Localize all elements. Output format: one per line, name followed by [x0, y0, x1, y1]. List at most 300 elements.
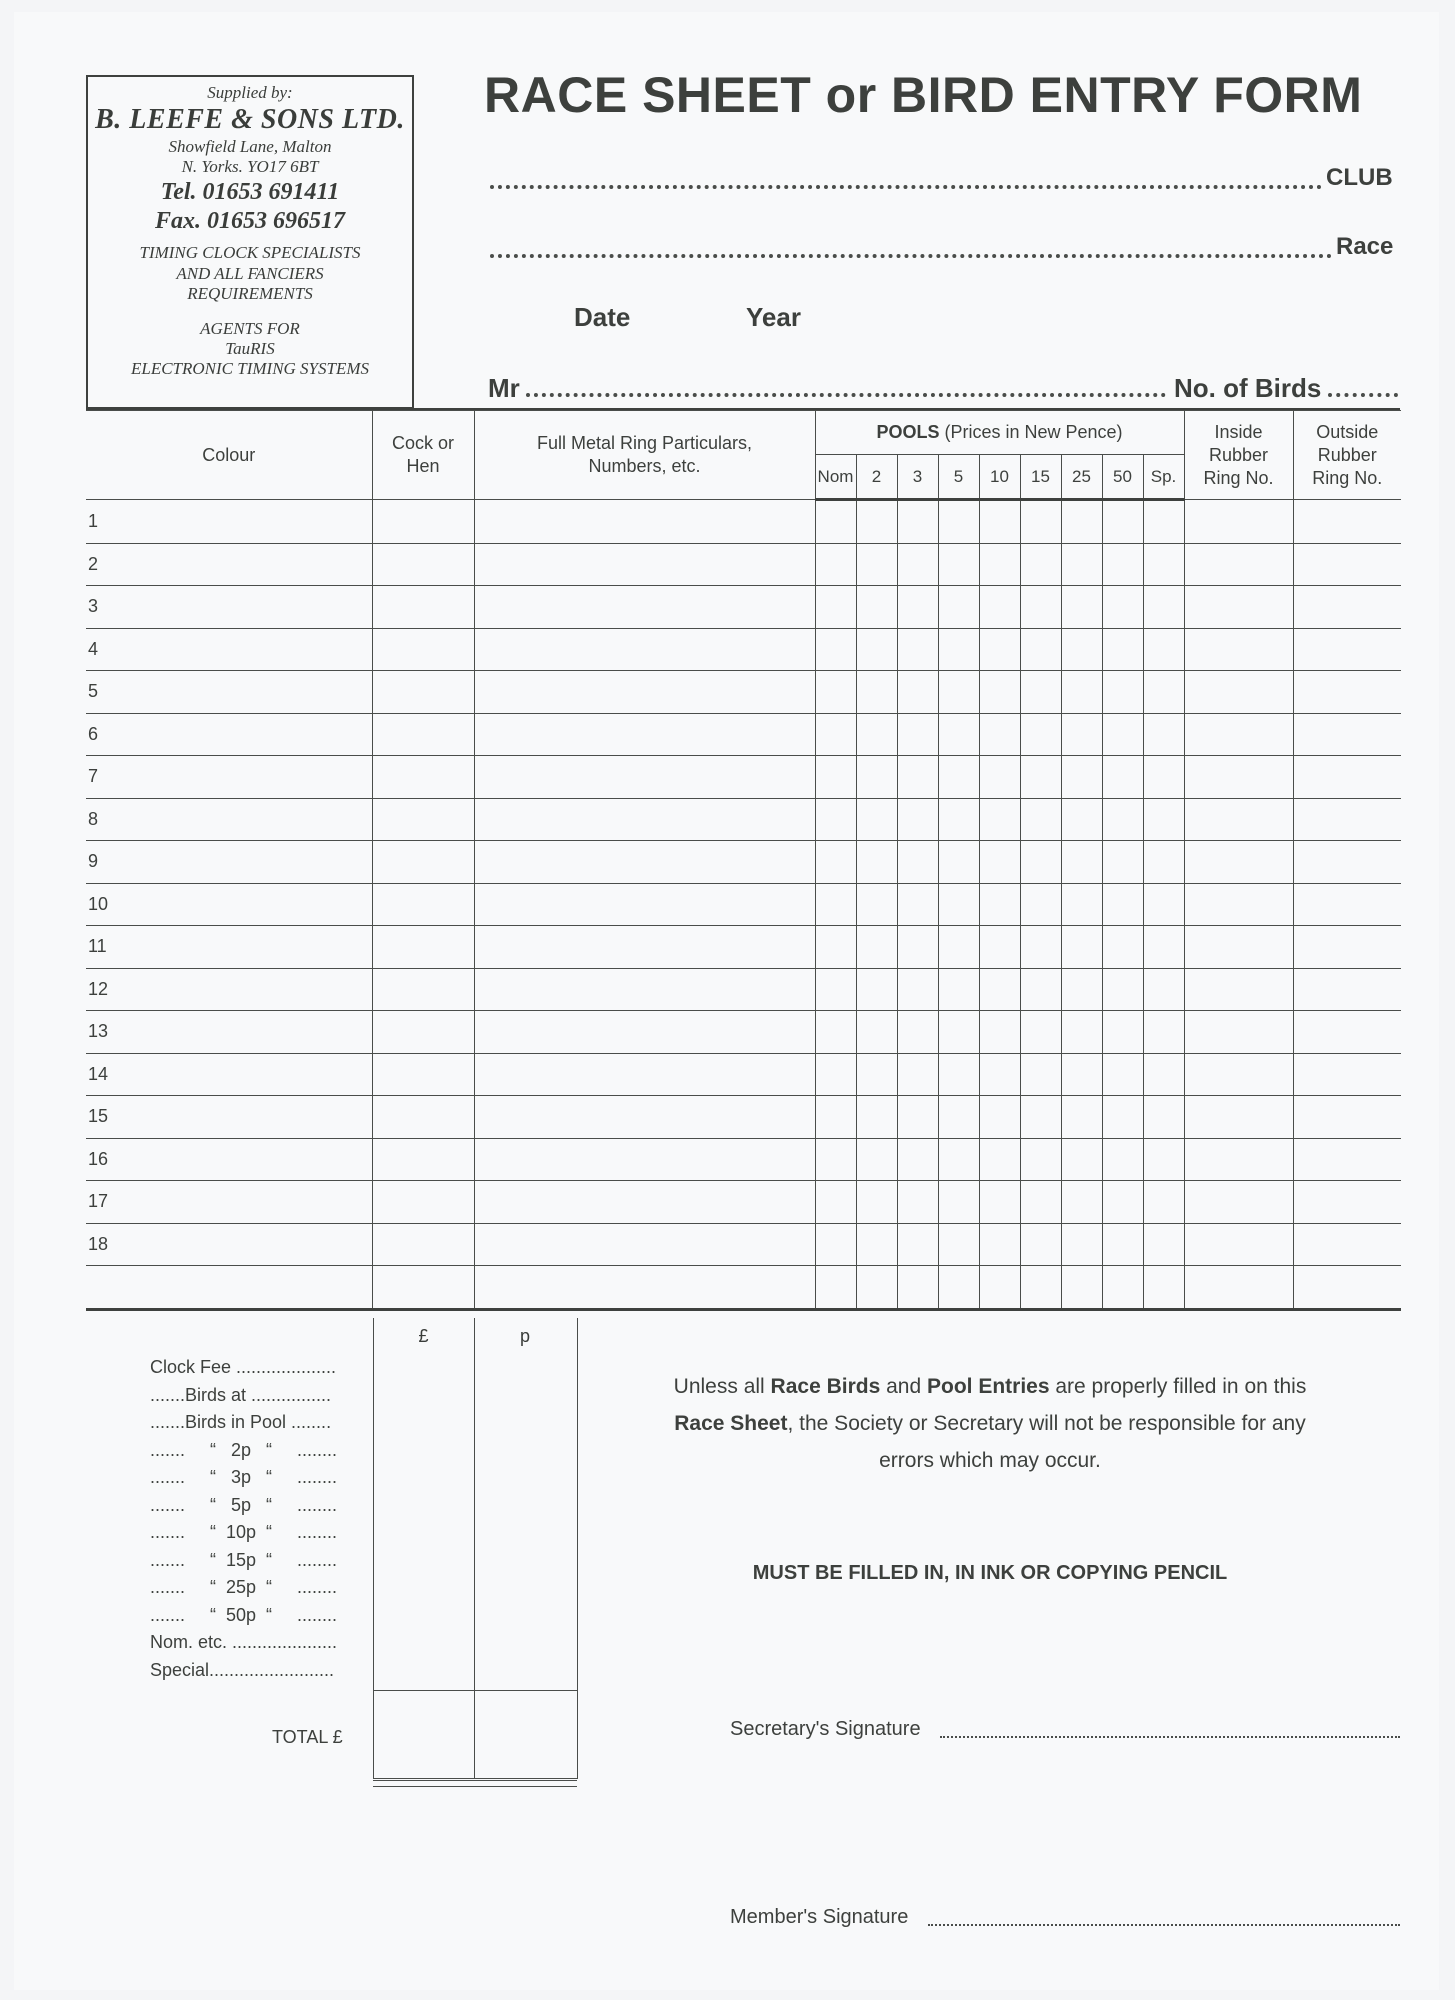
entry-cell[interactable] — [938, 1138, 979, 1181]
entry-cell[interactable] — [1293, 926, 1401, 969]
entry-cell[interactable] — [1293, 968, 1401, 1011]
entry-cell[interactable] — [1184, 671, 1293, 714]
entry-cell[interactable] — [856, 1138, 897, 1181]
entry-cell[interactable] — [1102, 1223, 1143, 1266]
entry-cell[interactable] — [1143, 798, 1184, 841]
supplied-by: Supplied by: — [207, 83, 293, 102]
entry-cell[interactable] — [372, 500, 474, 544]
entry-cell[interactable] — [897, 926, 938, 969]
entry-cell[interactable] — [372, 1223, 474, 1266]
entry-cell[interactable] — [474, 586, 815, 629]
entry-cell[interactable] — [372, 1138, 474, 1181]
colour-cell[interactable]: 5 — [86, 671, 372, 714]
entry-cell[interactable] — [815, 671, 856, 714]
entry-cell[interactable] — [1020, 798, 1061, 841]
entry-cell[interactable] — [372, 671, 474, 714]
entry-cell[interactable] — [1102, 756, 1143, 799]
entry-cell[interactable] — [372, 926, 474, 969]
entry-cell[interactable] — [938, 586, 979, 629]
entry-cell[interactable] — [815, 1096, 856, 1139]
race-field[interactable] — [490, 254, 1332, 258]
entry-cell[interactable] — [1102, 1053, 1143, 1096]
entry-cell[interactable] — [897, 628, 938, 671]
entry-cell[interactable] — [856, 1266, 897, 1310]
entry-cell[interactable] — [856, 586, 897, 629]
entry-cell[interactable] — [897, 1096, 938, 1139]
member-signature-field[interactable] — [928, 1924, 1400, 1926]
entry-cell[interactable] — [1293, 1011, 1401, 1054]
entry-cell[interactable] — [1020, 671, 1061, 714]
entry-cell[interactable] — [1293, 713, 1401, 756]
entry-cell[interactable] — [897, 1138, 938, 1181]
entry-cell[interactable] — [897, 756, 938, 799]
entry-cell[interactable] — [1061, 1096, 1102, 1139]
table-row — [86, 798, 1401, 841]
entry-cell[interactable] — [938, 841, 979, 884]
entry-cell[interactable] — [1061, 841, 1102, 884]
entry-cell[interactable] — [815, 628, 856, 671]
entry-cell[interactable] — [1061, 500, 1102, 544]
entry-cell[interactable] — [1143, 1181, 1184, 1224]
entry-cell[interactable] — [1102, 586, 1143, 629]
entry-cell[interactable] — [372, 1011, 474, 1054]
entry-cell[interactable] — [1143, 671, 1184, 714]
entry-cell[interactable] — [979, 586, 1020, 629]
colour-cell[interactable]: 10 — [86, 883, 372, 926]
supplier-box — [86, 75, 414, 409]
entry-cell[interactable] — [1293, 883, 1401, 926]
entry-cell[interactable] — [1020, 1053, 1061, 1096]
entry-cell[interactable] — [1061, 713, 1102, 756]
colour-cell[interactable]: 8 — [86, 798, 372, 841]
entry-cell[interactable] — [979, 1138, 1020, 1181]
entry-cell[interactable] — [856, 628, 897, 671]
entry-cell[interactable] — [372, 586, 474, 629]
entry-cell[interactable] — [938, 798, 979, 841]
entry-cell[interactable] — [897, 1266, 938, 1310]
entry-cell[interactable] — [938, 1096, 979, 1139]
entry-cell[interactable] — [1102, 883, 1143, 926]
entry-cell[interactable] — [815, 1053, 856, 1096]
notice-bold-3: Race Sheet — [674, 1412, 788, 1435]
supplier-spec-3: REQUIREMENTS — [187, 284, 313, 304]
entry-cell[interactable] — [474, 1096, 815, 1139]
entry-cell[interactable] — [1020, 713, 1061, 756]
no-of-birds-label: No. of Birds — [1174, 373, 1322, 403]
entry-cell[interactable] — [1102, 798, 1143, 841]
entry-cell[interactable] — [979, 500, 1020, 544]
entry-cell[interactable] — [856, 1053, 897, 1096]
entry-cell[interactable] — [1184, 756, 1293, 799]
entry-cell[interactable] — [372, 628, 474, 671]
entry-cell[interactable] — [372, 713, 474, 756]
entry-cell[interactable] — [1020, 1096, 1061, 1139]
entry-cell[interactable] — [474, 968, 815, 1011]
entry-cell[interactable] — [979, 671, 1020, 714]
colour-cell[interactable]: 15 — [86, 1096, 372, 1139]
entry-cell[interactable] — [1061, 798, 1102, 841]
no-of-birds-field[interactable] — [1328, 393, 1398, 397]
colour-cell[interactable]: 12 — [86, 968, 372, 1011]
notice-part-4: , the Society or Secretary will not be responsible for any errors which may occur. — [787, 1412, 1306, 1472]
total-pound-field[interactable] — [373, 1722, 474, 1778]
entry-cell[interactable] — [474, 1053, 815, 1096]
entry-cell[interactable] — [1184, 968, 1293, 1011]
entry-cell[interactable] — [1061, 1266, 1102, 1310]
entry-cell[interactable] — [474, 543, 815, 586]
entry-cell[interactable] — [474, 628, 815, 671]
entry-cell[interactable] — [474, 1181, 815, 1224]
entry-cell[interactable] — [979, 628, 1020, 671]
entry-cell[interactable] — [856, 1096, 897, 1139]
entry-cell[interactable] — [474, 713, 815, 756]
entry-cell[interactable] — [897, 543, 938, 586]
entry-cell[interactable] — [1020, 1223, 1061, 1266]
entry-cell[interactable] — [1184, 841, 1293, 884]
entry-cell[interactable] — [1143, 968, 1184, 1011]
pool-col-header: 15 — [1020, 455, 1061, 500]
entry-cell[interactable] — [815, 1138, 856, 1181]
entry-cell[interactable] — [474, 500, 815, 544]
secretary-signature-field[interactable] — [940, 1736, 1400, 1738]
entry-cell[interactable] — [938, 1266, 979, 1310]
inside-header-line-2: Rubber — [1208, 444, 1269, 465]
entry-cell[interactable] — [979, 841, 1020, 884]
entry-cell[interactable] — [1293, 1138, 1401, 1181]
entry-cell[interactable] — [1143, 1266, 1184, 1310]
entry-cell[interactable] — [1293, 628, 1401, 671]
entry-cell[interactable] — [1102, 713, 1143, 756]
fee-line: .......Birds in Pool ........ — [150, 1412, 332, 1432]
entry-cell[interactable] — [1143, 1138, 1184, 1181]
colour-cell[interactable]: 1 — [86, 500, 372, 544]
entry-cell[interactable] — [815, 756, 856, 799]
entry-cell[interactable] — [1184, 1053, 1293, 1096]
entry-cell[interactable] — [815, 586, 856, 629]
entry-cell[interactable] — [979, 1053, 1020, 1096]
pence-column[interactable] — [474, 1318, 578, 1779]
entry-cell[interactable] — [1020, 543, 1061, 586]
entry-cell[interactable] — [1020, 500, 1061, 544]
entry-cell[interactable] — [1143, 713, 1184, 756]
entry-cell[interactable] — [856, 671, 897, 714]
entry-cell[interactable] — [938, 543, 979, 586]
entry-cell[interactable] — [815, 841, 856, 884]
table-row — [86, 543, 1401, 586]
pool-col-header: Sp. — [1143, 455, 1184, 500]
entry-cell[interactable] — [1184, 926, 1293, 969]
entry-cell[interactable] — [1184, 1096, 1293, 1139]
entry-cell[interactable] — [1293, 1053, 1401, 1096]
entry-cell[interactable] — [856, 1181, 897, 1224]
colour-cell[interactable]: 13 — [86, 1011, 372, 1054]
entry-cell[interactable] — [1061, 1138, 1102, 1181]
entry-cell[interactable] — [856, 756, 897, 799]
entry-cell[interactable] — [1020, 628, 1061, 671]
entry-cell[interactable] — [1184, 1266, 1293, 1310]
entry-cell[interactable] — [815, 1266, 856, 1310]
entry-cell[interactable] — [1061, 1053, 1102, 1096]
outside-ring-header — [1293, 411, 1401, 500]
entry-cell[interactable] — [1293, 1181, 1401, 1224]
entry-cell[interactable] — [856, 968, 897, 1011]
entry-cell[interactable] — [938, 968, 979, 1011]
entry-cell[interactable] — [1020, 926, 1061, 969]
entry-cell[interactable] — [474, 756, 815, 799]
entry-cell[interactable] — [979, 1096, 1020, 1139]
entry-cell[interactable] — [897, 500, 938, 544]
entry-cell[interactable] — [1184, 713, 1293, 756]
entry-cell[interactable] — [1184, 1011, 1293, 1054]
entry-cell[interactable] — [1102, 968, 1143, 1011]
fee-line: Nom. etc. ..................... — [150, 1632, 338, 1652]
entry-cell[interactable] — [938, 883, 979, 926]
entry-cell[interactable] — [1102, 543, 1143, 586]
entry-cell[interactable] — [1020, 968, 1061, 1011]
entry-cell[interactable] — [938, 926, 979, 969]
entry-cell[interactable] — [815, 1181, 856, 1224]
fee-line: ....... “ 2p “ ........ — [150, 1439, 338, 1460]
entry-cell[interactable] — [1102, 500, 1143, 544]
entry-cell[interactable] — [815, 798, 856, 841]
entry-cell[interactable] — [1293, 500, 1401, 544]
entry-cell[interactable] — [856, 1011, 897, 1054]
entry-cell[interactable] — [474, 1223, 815, 1266]
entry-cell[interactable] — [1020, 1011, 1061, 1054]
entry-cell[interactable] — [979, 926, 1020, 969]
entry-cell[interactable] — [372, 968, 474, 1011]
entry-cell[interactable] — [979, 543, 1020, 586]
pool-col-header: 5 — [938, 455, 979, 500]
entry-cell[interactable] — [1020, 756, 1061, 799]
entry-cell[interactable] — [1102, 926, 1143, 969]
entry-cell[interactable] — [815, 543, 856, 586]
entry-cell[interactable] — [856, 1223, 897, 1266]
entry-cell[interactable] — [897, 968, 938, 1011]
entry-cell[interactable] — [1184, 500, 1293, 544]
entry-cell[interactable] — [979, 1011, 1020, 1054]
date-field[interactable] — [650, 300, 740, 334]
entry-cell[interactable] — [1061, 926, 1102, 969]
entry-cell[interactable] — [1020, 1181, 1061, 1224]
entry-cell[interactable] — [1143, 926, 1184, 969]
entry-cell[interactable] — [372, 1053, 474, 1096]
entry-cell[interactable] — [1061, 628, 1102, 671]
entry-cell[interactable] — [1102, 628, 1143, 671]
entry-cell[interactable] — [474, 671, 815, 714]
total-double-rule — [373, 1780, 577, 1787]
entry-cell[interactable] — [979, 756, 1020, 799]
entry-cell[interactable] — [815, 883, 856, 926]
entry-cell[interactable] — [979, 968, 1020, 1011]
entry-cell[interactable] — [372, 1181, 474, 1224]
entry-cell[interactable] — [938, 756, 979, 799]
entry-cell[interactable] — [979, 1223, 1020, 1266]
member-signature-label: Member's Signature — [730, 1906, 909, 1928]
entry-cell[interactable] — [1102, 841, 1143, 884]
entry-cell[interactable] — [1293, 586, 1401, 629]
entry-cell[interactable] — [372, 883, 474, 926]
entry-cell[interactable] — [938, 500, 979, 544]
entry-cell[interactable] — [815, 926, 856, 969]
entry-cell[interactable] — [938, 1223, 979, 1266]
entry-cell[interactable] — [372, 1096, 474, 1139]
entry-cell[interactable] — [1143, 1223, 1184, 1266]
entry-cell[interactable] — [372, 841, 474, 884]
entry-cell[interactable] — [474, 883, 815, 926]
entry-cell[interactable] — [1143, 586, 1184, 629]
outside-header-line-1: Outside — [1316, 421, 1379, 442]
entry-cell[interactable] — [1143, 883, 1184, 926]
entry-cell[interactable] — [897, 713, 938, 756]
entry-cell[interactable] — [1184, 586, 1293, 629]
entry-cell[interactable] — [897, 1181, 938, 1224]
entry-cell[interactable] — [474, 1011, 815, 1054]
entry-cell[interactable] — [938, 1011, 979, 1054]
colour-cell[interactable] — [86, 1266, 372, 1310]
entry-cell[interactable] — [979, 1266, 1020, 1310]
colour-cell[interactable]: 4 — [86, 628, 372, 671]
entry-cell[interactable] — [856, 926, 897, 969]
entry-cell[interactable] — [856, 798, 897, 841]
entry-cell[interactable] — [1102, 1138, 1143, 1181]
colour-cell[interactable]: 16 — [86, 1138, 372, 1181]
entry-cell[interactable] — [1293, 798, 1401, 841]
entry-cell[interactable] — [938, 1181, 979, 1224]
pool-col-header: Nom — [815, 455, 856, 500]
entry-cell[interactable] — [1293, 1266, 1401, 1310]
entry-cell[interactable] — [856, 543, 897, 586]
entry-cell[interactable] — [1184, 1223, 1293, 1266]
entry-cell[interactable] — [1143, 500, 1184, 544]
entry-cell[interactable] — [372, 543, 474, 586]
colour-cell[interactable]: 9 — [86, 841, 372, 884]
entry-cell[interactable] — [1061, 671, 1102, 714]
entry-cell[interactable] — [897, 883, 938, 926]
entry-cell[interactable] — [372, 756, 474, 799]
entry-cell[interactable] — [979, 883, 1020, 926]
cock-hen-header — [372, 411, 474, 500]
entry-cell[interactable] — [1102, 1096, 1143, 1139]
entry-cell[interactable] — [1061, 1011, 1102, 1054]
entry-cell[interactable] — [1143, 841, 1184, 884]
entry-cell[interactable] — [1184, 543, 1293, 586]
entry-cell[interactable] — [1061, 883, 1102, 926]
entry-cell[interactable] — [474, 1138, 815, 1181]
colour-cell[interactable]: 7 — [86, 756, 372, 799]
entry-cell[interactable] — [897, 586, 938, 629]
entry-cell[interactable] — [474, 841, 815, 884]
entry-cell[interactable] — [856, 500, 897, 544]
entry-cell[interactable] — [897, 841, 938, 884]
entry-cell[interactable] — [938, 628, 979, 671]
entry-cell[interactable] — [1102, 671, 1143, 714]
entry-cell[interactable] — [1143, 1011, 1184, 1054]
entry-cell[interactable] — [1102, 1266, 1143, 1310]
entry-cell[interactable] — [1143, 628, 1184, 671]
entry-cell[interactable] — [1102, 1181, 1143, 1224]
entry-cell[interactable] — [1061, 1223, 1102, 1266]
colour-cell[interactable]: 14 — [86, 1053, 372, 1096]
total-pence-field[interactable] — [474, 1722, 576, 1778]
entry-cell[interactable] — [1293, 1096, 1401, 1139]
entry-cell[interactable] — [897, 1011, 938, 1054]
entry-cell[interactable] — [856, 841, 897, 884]
entry-cell[interactable] — [1061, 968, 1102, 1011]
entry-cell[interactable] — [1184, 628, 1293, 671]
entry-cell[interactable] — [1293, 543, 1401, 586]
year-field[interactable] — [820, 300, 980, 334]
entry-cell[interactable] — [897, 798, 938, 841]
colour-cell[interactable]: 11 — [86, 926, 372, 969]
entry-cell[interactable] — [1061, 543, 1102, 586]
entry-cell[interactable] — [979, 713, 1020, 756]
entry-cell[interactable] — [1143, 756, 1184, 799]
entry-cell[interactable] — [1293, 756, 1401, 799]
entry-cell[interactable] — [1061, 586, 1102, 629]
entry-cell[interactable] — [815, 500, 856, 544]
entry-cell[interactable] — [815, 1011, 856, 1054]
entry-cell[interactable] — [1184, 798, 1293, 841]
entry-cell[interactable] — [372, 798, 474, 841]
entry-cell[interactable] — [815, 713, 856, 756]
entry-cell[interactable] — [1020, 841, 1061, 884]
entry-cell[interactable] — [1020, 1138, 1061, 1181]
entry-cell[interactable] — [815, 1223, 856, 1266]
entry-cell[interactable] — [938, 713, 979, 756]
entry-cell[interactable] — [1293, 841, 1401, 884]
entry-cell[interactable] — [938, 1053, 979, 1096]
entry-cell[interactable] — [1184, 883, 1293, 926]
entry-cell[interactable] — [1184, 1181, 1293, 1224]
entry-cell[interactable] — [1061, 1181, 1102, 1224]
entry-cell[interactable] — [1184, 1138, 1293, 1181]
table-row — [86, 883, 1401, 926]
entry-cell[interactable] — [1102, 1011, 1143, 1054]
colour-cell[interactable]: 17 — [86, 1181, 372, 1224]
entry-cell[interactable] — [1293, 1223, 1401, 1266]
entry-cell[interactable] — [979, 798, 1020, 841]
club-field[interactable] — [490, 185, 1322, 189]
entry-cell[interactable] — [1020, 1266, 1061, 1310]
mr-field[interactable] — [526, 393, 1166, 397]
entry-cell[interactable] — [1061, 756, 1102, 799]
entry-cell[interactable] — [897, 1223, 938, 1266]
entry-cell[interactable] — [1143, 543, 1184, 586]
pound-column[interactable] — [373, 1318, 475, 1779]
entry-cell[interactable] — [1020, 586, 1061, 629]
entry-cell[interactable] — [856, 713, 897, 756]
entry-cell[interactable] — [372, 1266, 474, 1310]
entry-cell[interactable] — [1293, 671, 1401, 714]
entry-cell[interactable] — [474, 798, 815, 841]
entry-cell[interactable] — [1143, 1053, 1184, 1096]
colour-cell[interactable]: 2 — [86, 543, 372, 586]
entry-cell[interactable] — [1143, 1096, 1184, 1139]
entry-cell[interactable] — [938, 671, 979, 714]
colour-cell[interactable]: 3 — [86, 586, 372, 629]
entry-cell[interactable] — [1020, 883, 1061, 926]
entry-cell[interactable] — [474, 1266, 815, 1310]
entry-cell[interactable] — [815, 968, 856, 1011]
entry-cell[interactable] — [979, 1181, 1020, 1224]
entry-cell[interactable] — [897, 1053, 938, 1096]
entry-cell[interactable] — [474, 926, 815, 969]
colour-cell[interactable]: 18 — [86, 1223, 372, 1266]
entry-cell[interactable] — [897, 671, 938, 714]
entry-cell[interactable] — [856, 883, 897, 926]
colour-cell[interactable]: 6 — [86, 713, 372, 756]
